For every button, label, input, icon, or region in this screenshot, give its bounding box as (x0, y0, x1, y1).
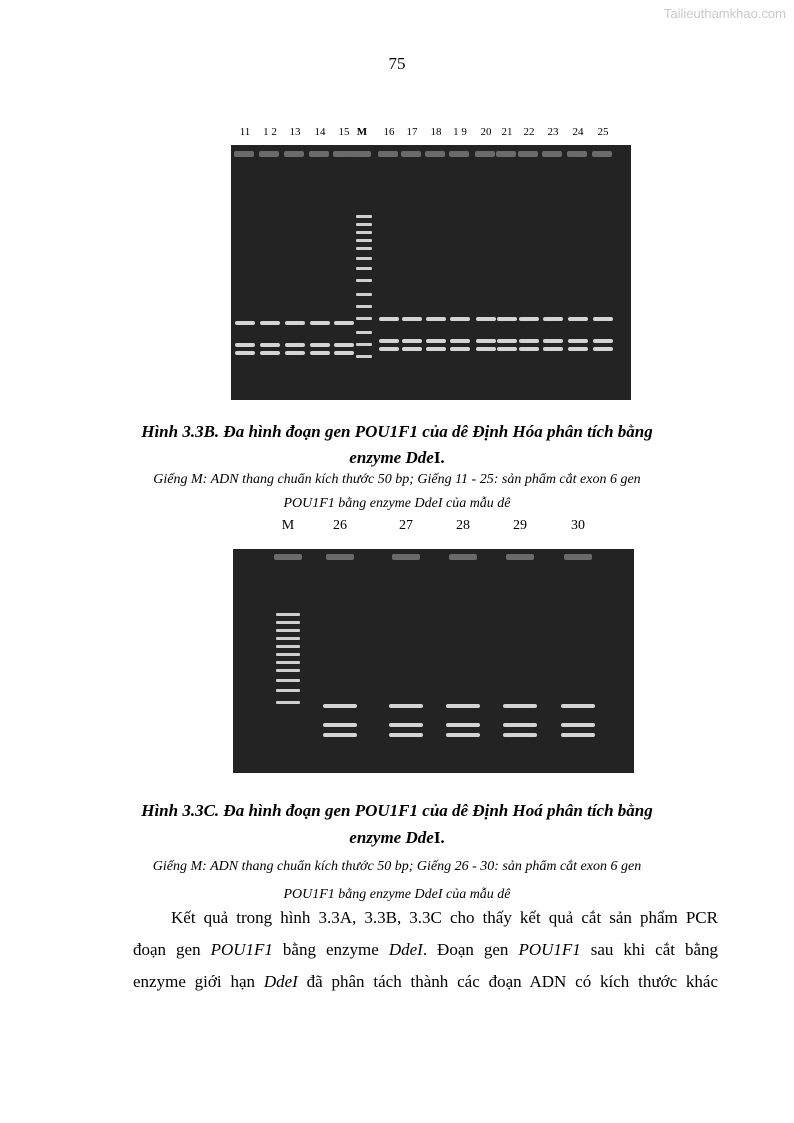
dna-band (568, 317, 588, 321)
ladder-band (356, 343, 372, 346)
dna-band (323, 704, 357, 708)
lane-label: 27 (399, 518, 413, 533)
lane-label: 1 9 (453, 126, 467, 138)
gel-well (567, 151, 587, 157)
gel-well (326, 554, 354, 560)
ladder-band (356, 317, 372, 320)
dna-band (503, 723, 537, 727)
lane-label: 29 (513, 518, 527, 533)
dna-band (497, 347, 517, 351)
ladder-band (276, 669, 300, 672)
lane-label: 15 (338, 126, 350, 138)
lane-label: 23 (547, 126, 559, 138)
lane-label: 20 (480, 126, 492, 138)
watermark: Tailieuthamkhao.com (663, 6, 786, 21)
dna-band (379, 317, 399, 321)
ladder-band (356, 293, 372, 296)
dna-band (519, 317, 539, 321)
body-paragraph (133, 902, 718, 998)
dna-band (497, 317, 517, 321)
dna-band (310, 343, 330, 347)
lane-label: 28 (456, 518, 470, 533)
dna-band (446, 723, 480, 727)
dna-band (389, 704, 423, 708)
lane-label: 26 (333, 518, 347, 533)
dna-band (593, 317, 613, 321)
ladder-band (276, 645, 300, 648)
ladder-band (276, 621, 300, 624)
dna-band (561, 704, 595, 708)
dna-band (568, 339, 588, 343)
dna-band (561, 733, 595, 737)
body-line-3: enzyme giới hạn DdeI đã phân tách thành các đoạn ADN có kích thước khác (133, 972, 719, 991)
dna-band (593, 347, 613, 351)
dna-band (235, 351, 255, 355)
dna-band (543, 347, 563, 351)
lane-label: 21 (501, 126, 513, 138)
dna-band (476, 347, 496, 351)
lane-label: 1 2 (263, 126, 277, 138)
lane-label: 18 (430, 126, 442, 138)
dna-band (561, 723, 595, 727)
dna-band (323, 733, 357, 737)
gel-well (518, 151, 538, 157)
gel-well (506, 554, 534, 560)
dna-band (450, 317, 470, 321)
page-number: 75 (388, 54, 406, 73)
ladder-band (356, 331, 372, 334)
figure-b-note-2: POU1F1 bằng enzyme DdeI của mẫu dê (283, 496, 511, 511)
lane-label: M (281, 518, 295, 533)
gel-well (284, 151, 304, 157)
dna-band (543, 339, 563, 343)
ladder-band (276, 653, 300, 656)
dna-band (446, 733, 480, 737)
dna-band (519, 339, 539, 343)
dna-band (426, 317, 446, 321)
ladder-band (356, 247, 372, 250)
gel-well (392, 554, 420, 560)
ladder-band (356, 355, 372, 358)
gel-well (564, 554, 592, 560)
dna-band (285, 321, 305, 325)
dna-band (450, 339, 470, 343)
dna-band (235, 321, 255, 325)
ladder-band (356, 257, 372, 260)
lane-label: M (356, 126, 368, 138)
ladder-band (356, 231, 372, 234)
dna-band (334, 351, 354, 355)
lane-label: 13 (289, 126, 301, 138)
gel-well (378, 151, 398, 157)
gel-image-b (231, 145, 631, 400)
gel-well (475, 151, 495, 157)
ladder-band (356, 305, 372, 308)
gel-c-lane-labels (0, 518, 794, 536)
dna-band (260, 321, 280, 325)
dna-band (446, 704, 480, 708)
ladder-band (276, 613, 300, 616)
gel-well (449, 151, 469, 157)
dna-band (476, 317, 496, 321)
lane-label: 17 (406, 126, 418, 138)
dna-band (476, 339, 496, 343)
dna-band (497, 339, 517, 343)
figure-c-note-2: POU1F1 bằng enzyme DdeI của mẫu dê (283, 887, 511, 902)
dna-band (323, 723, 357, 727)
figure-b-note-1: Giếng M: ADN thang chuẩn kích thước 50 bp; Giếng 11 - 25: sản phẩm cắt exon 6 gen (153, 472, 641, 487)
gel-well (234, 151, 254, 157)
gel-well (259, 151, 279, 157)
lane-label: 22 (523, 126, 535, 138)
dna-band (543, 317, 563, 321)
lane-label: 25 (597, 126, 609, 138)
lane-label: 30 (571, 518, 585, 533)
gel-b-lane-labels (0, 126, 794, 140)
gel-image-c (233, 549, 634, 773)
ladder-band (276, 661, 300, 664)
ladder-band (276, 629, 300, 632)
ladder-band (356, 223, 372, 226)
ladder-band (356, 267, 372, 270)
ladder-band (356, 239, 372, 242)
ladder-band (276, 689, 300, 692)
ladder-band (356, 215, 372, 218)
figure-c-title-cont: enzyme DdeI. (349, 828, 445, 847)
lane-label: 16 (383, 126, 395, 138)
lane-label: 24 (572, 126, 584, 138)
dna-band (402, 347, 422, 351)
gel-well (496, 151, 516, 157)
figure-b-title-cont: enzyme DdeI. (349, 448, 445, 467)
dna-band (426, 347, 446, 351)
dna-band (503, 733, 537, 737)
dna-band (519, 347, 539, 351)
dna-band (260, 351, 280, 355)
gel-well (351, 151, 371, 157)
dna-band (310, 351, 330, 355)
gel-well (449, 554, 477, 560)
gel-well (425, 151, 445, 157)
gel-well (309, 151, 329, 157)
dna-band (379, 339, 399, 343)
dna-band (310, 321, 330, 325)
figure-c-note-1: Giếng M: ADN thang chuẩn kích thước 50 bp; Giếng 26 - 30: sản phẩm cắt exon 6 gen (152, 859, 642, 874)
figure-c-title: Hình 3.3C. Đa hình đoạn gen POU1F1 của dê Định Hoá phân tích bằng (141, 801, 653, 820)
figure-b-title: Hình 3.3B. Đa hình đoạn gen POU1F1 của dê Định Hóa phân tích bằng (141, 422, 653, 441)
dna-band (285, 343, 305, 347)
dna-band (450, 347, 470, 351)
ladder-band (276, 679, 300, 682)
dna-band (235, 343, 255, 347)
dna-band (285, 351, 305, 355)
gel-well (274, 554, 302, 560)
dna-band (402, 339, 422, 343)
lane-label: 14 (314, 126, 326, 138)
dna-band (568, 347, 588, 351)
dna-band (389, 723, 423, 727)
dna-band (334, 321, 354, 325)
gel-well (592, 151, 612, 157)
body-line-2: đoạn gen POU1F1 bằng enzyme DdeI. Đoạn gen POU1F1 sau khi cắt bằng (133, 940, 719, 959)
dna-band (426, 339, 446, 343)
dna-band (389, 733, 423, 737)
gel-well (333, 151, 353, 157)
lane-label: 11 (239, 126, 251, 138)
dna-band (379, 347, 399, 351)
body-line-1: Kết quả trong hình 3.3A, 3.3B, 3.3C cho thấy kết quả cắt sản phẩm PCR (171, 908, 718, 927)
dna-band (334, 343, 354, 347)
dna-band (593, 339, 613, 343)
gel-well (401, 151, 421, 157)
ladder-band (356, 279, 372, 282)
dna-band (402, 317, 422, 321)
dna-band (503, 704, 537, 708)
ladder-band (276, 637, 300, 640)
ladder-band (276, 701, 300, 704)
gel-well (542, 151, 562, 157)
dna-band (260, 343, 280, 347)
